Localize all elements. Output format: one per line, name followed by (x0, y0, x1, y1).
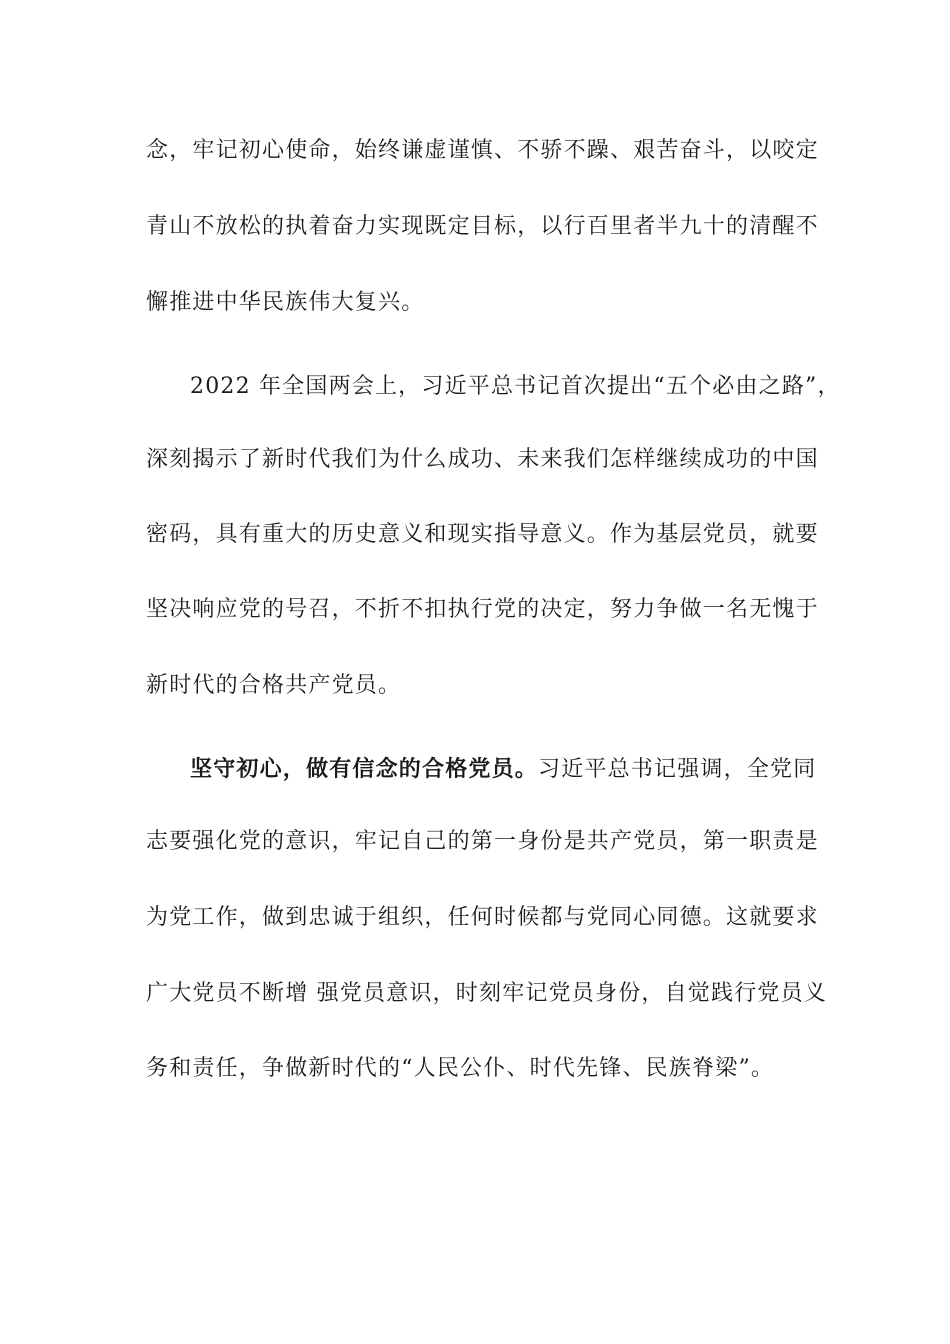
paragraph-line: 广大党员不断增 强党员意识，时刻牢记党员身份，自觉践行党员义 (146, 981, 827, 1006)
paragraph-line: 为党工作，做到忠诚于组织，任何时候都与党同心同德。这就要求 (146, 905, 819, 930)
paragraph-line: 懈推进中华民族伟大复兴。 (146, 290, 425, 315)
paragraph-line: 务和责任，争做新时代的“人民公仆、时代先锋、民族脊梁”。 (146, 1056, 775, 1081)
paragraph-line: 密码，具有重大的历史意义和现实指导意义。作为基层党员，就要 (146, 522, 819, 547)
paragraph-line: 志要强化党的意识，牢记自己的第一身份是共产党员，第一职责是 (146, 829, 819, 854)
paragraph-line: 念，牢记初心使命，始终谦虚谨慎、不骄不躁、艰苦奋斗，以咬定 (146, 138, 819, 163)
paragraph-first-line (190, 753, 830, 785)
paragraph-first-line-text: 习近平总书记强调，全党同 (538, 757, 817, 782)
paragraph-line: 坚决响应党的号召，不折不扣执行党的决定，努力争做一名无愧于 (146, 597, 819, 622)
paragraph-line: 2022 年全国两会上，习近平总书记首次提出“五个必由之路”， (190, 374, 841, 399)
paragraph-line: 新时代的合格共产党员。 (146, 673, 402, 698)
paragraph-heading: 坚守初心，做有信念的合格党员。 (190, 756, 539, 782)
paragraph-line: 深刻揭示了新时代我们为什么成功、未来我们怎样继续成功的中国 (146, 447, 819, 472)
paragraph-line: 青山不放松的执着奋力实现既定目标，以行百里者半九十的清醒不 (146, 214, 819, 239)
